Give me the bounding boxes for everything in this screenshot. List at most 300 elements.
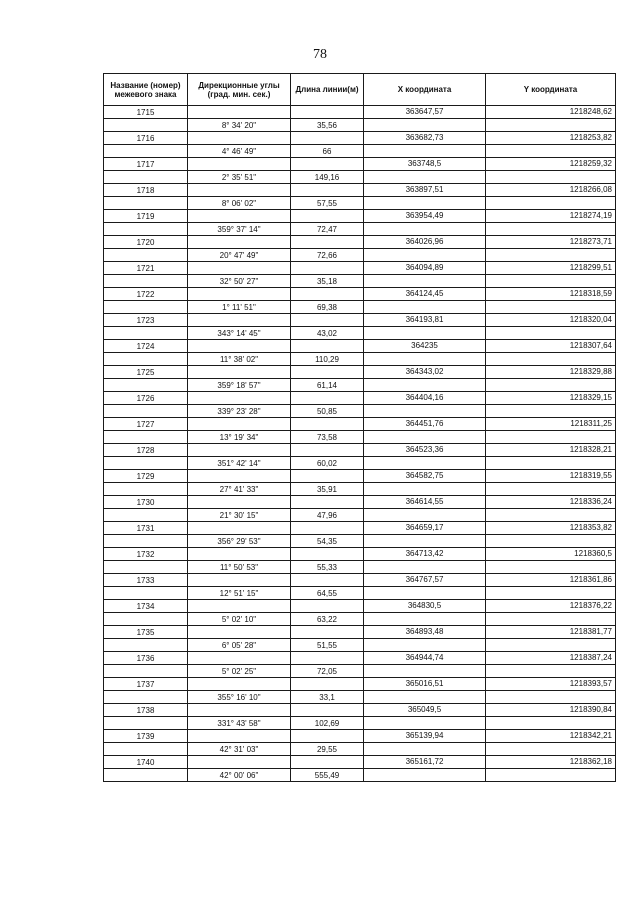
empty-y-cell bbox=[486, 535, 616, 548]
y-coordinate-cell: 1218353,82 bbox=[486, 522, 616, 535]
line-length-cell: 63,22 bbox=[291, 613, 364, 626]
empty-x-cell bbox=[364, 587, 486, 600]
x-coordinate-cell: 363647,57 bbox=[364, 106, 486, 119]
empty-y-cell bbox=[486, 171, 616, 184]
y-coordinate-cell: 1218299,51 bbox=[486, 262, 616, 275]
point-name-cell: 1717 bbox=[104, 158, 188, 171]
direction-angle-cell: 11° 50' 53" bbox=[188, 561, 291, 574]
table-row bbox=[104, 483, 616, 496]
empty-length-cell bbox=[291, 158, 364, 171]
direction-angle-cell: 42° 00' 06" bbox=[188, 769, 291, 782]
x-coordinate-cell: 363682,73 bbox=[364, 132, 486, 145]
empty-y-cell bbox=[486, 509, 616, 522]
direction-angle-cell: 343° 14' 45" bbox=[188, 327, 291, 340]
x-coordinate-cell: 365161,72 bbox=[364, 756, 486, 769]
y-coordinate-cell: 1218266,08 bbox=[486, 184, 616, 197]
x-coordinate-cell: 364523,36 bbox=[364, 444, 486, 457]
table-body bbox=[104, 106, 616, 782]
empty-name-cell bbox=[104, 457, 188, 470]
y-coordinate-cell: 1218274,19 bbox=[486, 210, 616, 223]
empty-y-cell bbox=[486, 301, 616, 314]
direction-angle-cell: 359° 37' 14" bbox=[188, 223, 291, 236]
empty-x-cell bbox=[364, 405, 486, 418]
empty-x-cell bbox=[364, 249, 486, 262]
empty-name-cell bbox=[104, 327, 188, 340]
x-coordinate-cell: 364614,55 bbox=[364, 496, 486, 509]
boundary-coordinates-table bbox=[103, 73, 616, 782]
table-row bbox=[104, 457, 616, 470]
empty-length-cell bbox=[291, 574, 364, 587]
empty-name-cell bbox=[104, 171, 188, 184]
line-length-cell: 29,55 bbox=[291, 743, 364, 756]
table-row bbox=[104, 587, 616, 600]
x-coordinate-cell: 364094,89 bbox=[364, 262, 486, 275]
empty-name-cell bbox=[104, 639, 188, 652]
direction-angle-cell: 5° 02' 10" bbox=[188, 613, 291, 626]
direction-angle-cell: 32° 50' 27" bbox=[188, 275, 291, 288]
x-coordinate-cell: 364659,17 bbox=[364, 522, 486, 535]
empty-angle-cell bbox=[188, 600, 291, 613]
empty-x-cell bbox=[364, 639, 486, 652]
empty-x-cell bbox=[364, 353, 486, 366]
table-row bbox=[104, 756, 616, 769]
table-row bbox=[104, 704, 616, 717]
empty-length-cell bbox=[291, 184, 364, 197]
header-x-coordinate: X координата bbox=[364, 74, 486, 106]
table-row bbox=[104, 691, 616, 704]
y-coordinate-cell: 1218328,21 bbox=[486, 444, 616, 457]
point-name-cell: 1730 bbox=[104, 496, 188, 509]
table-row bbox=[104, 249, 616, 262]
direction-angle-cell: 339° 23' 28" bbox=[188, 405, 291, 418]
direction-angle-cell: 8° 06' 02" bbox=[188, 197, 291, 210]
empty-x-cell bbox=[364, 483, 486, 496]
empty-x-cell bbox=[364, 145, 486, 158]
y-coordinate-cell: 1218387,24 bbox=[486, 652, 616, 665]
y-coordinate-cell: 1218319,55 bbox=[486, 470, 616, 483]
empty-name-cell bbox=[104, 301, 188, 314]
direction-angle-cell: 2° 35' 51" bbox=[188, 171, 291, 184]
empty-y-cell bbox=[486, 223, 616, 236]
y-coordinate-cell: 1218259,32 bbox=[486, 158, 616, 171]
empty-length-cell bbox=[291, 652, 364, 665]
line-length-cell: 50,85 bbox=[291, 405, 364, 418]
empty-angle-cell bbox=[188, 184, 291, 197]
table-row bbox=[104, 314, 616, 327]
empty-angle-cell bbox=[188, 314, 291, 327]
table-row bbox=[104, 743, 616, 756]
table-row bbox=[104, 626, 616, 639]
y-coordinate-cell: 1218248,62 bbox=[486, 106, 616, 119]
empty-angle-cell bbox=[188, 548, 291, 561]
empty-y-cell bbox=[486, 249, 616, 262]
empty-name-cell bbox=[104, 405, 188, 418]
empty-y-cell bbox=[486, 561, 616, 574]
header-line-length: Длина линии(м) bbox=[291, 74, 364, 106]
direction-angle-cell: 20° 47' 49" bbox=[188, 249, 291, 262]
table-row bbox=[104, 288, 616, 301]
line-length-cell: 72,05 bbox=[291, 665, 364, 678]
x-coordinate-cell: 363954,49 bbox=[364, 210, 486, 223]
x-coordinate-cell: 364767,57 bbox=[364, 574, 486, 587]
empty-length-cell bbox=[291, 522, 364, 535]
empty-y-cell bbox=[486, 379, 616, 392]
empty-angle-cell bbox=[188, 652, 291, 665]
table-row bbox=[104, 639, 616, 652]
empty-name-cell bbox=[104, 613, 188, 626]
empty-name-cell bbox=[104, 197, 188, 210]
table-row bbox=[104, 535, 616, 548]
empty-length-cell bbox=[291, 210, 364, 223]
direction-angle-cell: 355° 16' 10" bbox=[188, 691, 291, 704]
direction-angle-cell: 27° 41' 33" bbox=[188, 483, 291, 496]
line-length-cell: 47,96 bbox=[291, 509, 364, 522]
empty-angle-cell bbox=[188, 496, 291, 509]
empty-x-cell bbox=[364, 535, 486, 548]
empty-y-cell bbox=[486, 457, 616, 470]
line-length-cell: 61,14 bbox=[291, 379, 364, 392]
y-coordinate-cell: 1218336,24 bbox=[486, 496, 616, 509]
line-length-cell: 149,16 bbox=[291, 171, 364, 184]
table-row bbox=[104, 405, 616, 418]
table-row bbox=[104, 652, 616, 665]
point-name-cell: 1715 bbox=[104, 106, 188, 119]
table-row bbox=[104, 184, 616, 197]
point-name-cell: 1719 bbox=[104, 210, 188, 223]
line-length-cell: 54,35 bbox=[291, 535, 364, 548]
empty-length-cell bbox=[291, 366, 364, 379]
empty-x-cell bbox=[364, 717, 486, 730]
table-row bbox=[104, 496, 616, 509]
empty-name-cell bbox=[104, 145, 188, 158]
direction-angle-cell: 359° 18' 57" bbox=[188, 379, 291, 392]
empty-name-cell bbox=[104, 743, 188, 756]
empty-y-cell bbox=[486, 405, 616, 418]
empty-y-cell bbox=[486, 353, 616, 366]
x-coordinate-cell: 364713,42 bbox=[364, 548, 486, 561]
line-length-cell: 72,66 bbox=[291, 249, 364, 262]
x-coordinate-cell: 364893,48 bbox=[364, 626, 486, 639]
empty-name-cell bbox=[104, 119, 188, 132]
table-row bbox=[104, 327, 616, 340]
empty-angle-cell bbox=[188, 522, 291, 535]
x-coordinate-cell: 364235 bbox=[364, 340, 486, 353]
x-coordinate-cell: 364026,96 bbox=[364, 236, 486, 249]
empty-angle-cell bbox=[188, 158, 291, 171]
y-coordinate-cell: 1218329,15 bbox=[486, 392, 616, 405]
empty-y-cell bbox=[486, 483, 616, 496]
empty-y-cell bbox=[486, 665, 616, 678]
empty-x-cell bbox=[364, 665, 486, 678]
y-coordinate-cell: 1218361,86 bbox=[486, 574, 616, 587]
point-name-cell: 1716 bbox=[104, 132, 188, 145]
header-y-coordinate: Y координата bbox=[486, 74, 616, 106]
empty-angle-cell bbox=[188, 730, 291, 743]
x-coordinate-cell: 364343,02 bbox=[364, 366, 486, 379]
empty-x-cell bbox=[364, 691, 486, 704]
table-row bbox=[104, 366, 616, 379]
x-coordinate-cell: 365049,5 bbox=[364, 704, 486, 717]
empty-x-cell bbox=[364, 457, 486, 470]
point-name-cell: 1737 bbox=[104, 678, 188, 691]
table-row bbox=[104, 717, 616, 730]
empty-angle-cell bbox=[188, 132, 291, 145]
empty-length-cell bbox=[291, 756, 364, 769]
empty-y-cell bbox=[486, 327, 616, 340]
empty-angle-cell bbox=[188, 288, 291, 301]
x-coordinate-cell: 364830,5 bbox=[364, 600, 486, 613]
point-name-cell: 1723 bbox=[104, 314, 188, 327]
point-name-cell: 1738 bbox=[104, 704, 188, 717]
empty-x-cell bbox=[364, 327, 486, 340]
line-length-cell: 57,55 bbox=[291, 197, 364, 210]
empty-angle-cell bbox=[188, 366, 291, 379]
direction-angle-cell: 21° 30' 15" bbox=[188, 509, 291, 522]
table-row bbox=[104, 561, 616, 574]
empty-name-cell bbox=[104, 223, 188, 236]
y-coordinate-cell: 1218307,64 bbox=[486, 340, 616, 353]
point-name-cell: 1720 bbox=[104, 236, 188, 249]
y-coordinate-cell: 1218393,57 bbox=[486, 678, 616, 691]
empty-y-cell bbox=[486, 275, 616, 288]
line-length-cell: 35,91 bbox=[291, 483, 364, 496]
empty-length-cell bbox=[291, 236, 364, 249]
empty-x-cell bbox=[364, 119, 486, 132]
table-row bbox=[104, 340, 616, 353]
empty-name-cell bbox=[104, 249, 188, 262]
table-row bbox=[104, 574, 616, 587]
empty-x-cell bbox=[364, 301, 486, 314]
empty-x-cell bbox=[364, 223, 486, 236]
line-length-cell: 555,49 bbox=[291, 769, 364, 782]
point-name-cell: 1732 bbox=[104, 548, 188, 561]
line-length-cell: 35,18 bbox=[291, 275, 364, 288]
empty-angle-cell bbox=[188, 574, 291, 587]
empty-name-cell bbox=[104, 353, 188, 366]
empty-name-cell bbox=[104, 483, 188, 496]
line-length-cell: 110,29 bbox=[291, 353, 364, 366]
table-row bbox=[104, 444, 616, 457]
empty-x-cell bbox=[364, 561, 486, 574]
y-coordinate-cell: 1218342,21 bbox=[486, 730, 616, 743]
line-length-cell: 35,56 bbox=[291, 119, 364, 132]
direction-angle-cell: 331° 43' 58" bbox=[188, 717, 291, 730]
table-row bbox=[104, 197, 616, 210]
empty-x-cell bbox=[364, 197, 486, 210]
table-row bbox=[104, 301, 616, 314]
table-row bbox=[104, 223, 616, 236]
point-name-cell: 1736 bbox=[104, 652, 188, 665]
table-row bbox=[104, 353, 616, 366]
table-row bbox=[104, 132, 616, 145]
empty-length-cell bbox=[291, 132, 364, 145]
empty-x-cell bbox=[364, 431, 486, 444]
y-coordinate-cell: 1218311,25 bbox=[486, 418, 616, 431]
direction-angle-cell: 356° 29' 53" bbox=[188, 535, 291, 548]
empty-x-cell bbox=[364, 171, 486, 184]
empty-length-cell bbox=[291, 392, 364, 405]
line-length-cell: 69,38 bbox=[291, 301, 364, 314]
table-row bbox=[104, 379, 616, 392]
table-row bbox=[104, 678, 616, 691]
y-coordinate-cell: 1218318,59 bbox=[486, 288, 616, 301]
empty-angle-cell bbox=[188, 418, 291, 431]
empty-angle-cell bbox=[188, 756, 291, 769]
y-coordinate-cell: 1218320,04 bbox=[486, 314, 616, 327]
empty-length-cell bbox=[291, 444, 364, 457]
empty-x-cell bbox=[364, 275, 486, 288]
table-row bbox=[104, 106, 616, 119]
empty-length-cell bbox=[291, 262, 364, 275]
empty-x-cell bbox=[364, 379, 486, 392]
empty-length-cell bbox=[291, 418, 364, 431]
empty-name-cell bbox=[104, 535, 188, 548]
y-coordinate-cell: 1218253,82 bbox=[486, 132, 616, 145]
empty-length-cell bbox=[291, 704, 364, 717]
point-name-cell: 1735 bbox=[104, 626, 188, 639]
line-length-cell: 66 bbox=[291, 145, 364, 158]
empty-x-cell bbox=[364, 769, 486, 782]
x-coordinate-cell: 365016,51 bbox=[364, 678, 486, 691]
empty-length-cell bbox=[291, 626, 364, 639]
table-row bbox=[104, 613, 616, 626]
header-point-name: Название (номер) межевого знака bbox=[104, 74, 188, 106]
table-row bbox=[104, 431, 616, 444]
empty-y-cell bbox=[486, 743, 616, 756]
x-coordinate-cell: 364124,45 bbox=[364, 288, 486, 301]
table-header-row bbox=[104, 74, 616, 106]
direction-angle-cell: 13° 19' 34" bbox=[188, 431, 291, 444]
line-length-cell: 60,02 bbox=[291, 457, 364, 470]
y-coordinate-cell: 1218362,18 bbox=[486, 756, 616, 769]
line-length-cell: 33,1 bbox=[291, 691, 364, 704]
table-row bbox=[104, 145, 616, 158]
point-name-cell: 1722 bbox=[104, 288, 188, 301]
y-coordinate-cell: 1218381,77 bbox=[486, 626, 616, 639]
empty-angle-cell bbox=[188, 678, 291, 691]
table-row bbox=[104, 418, 616, 431]
empty-length-cell bbox=[291, 106, 364, 119]
point-name-cell: 1729 bbox=[104, 470, 188, 483]
empty-name-cell bbox=[104, 587, 188, 600]
point-name-cell: 1726 bbox=[104, 392, 188, 405]
empty-length-cell bbox=[291, 470, 364, 483]
table-row bbox=[104, 730, 616, 743]
empty-y-cell bbox=[486, 691, 616, 704]
x-coordinate-cell: 363897,51 bbox=[364, 184, 486, 197]
direction-angle-cell: 42° 31' 03" bbox=[188, 743, 291, 756]
table-row bbox=[104, 119, 616, 132]
empty-angle-cell bbox=[188, 262, 291, 275]
empty-x-cell bbox=[364, 613, 486, 626]
y-coordinate-cell: 1218329,88 bbox=[486, 366, 616, 379]
table-row bbox=[104, 171, 616, 184]
empty-y-cell bbox=[486, 431, 616, 444]
point-name-cell: 1731 bbox=[104, 522, 188, 535]
table-row bbox=[104, 275, 616, 288]
table-row bbox=[104, 392, 616, 405]
line-length-cell: 73,58 bbox=[291, 431, 364, 444]
empty-x-cell bbox=[364, 743, 486, 756]
point-name-cell: 1721 bbox=[104, 262, 188, 275]
empty-name-cell bbox=[104, 379, 188, 392]
empty-angle-cell bbox=[188, 392, 291, 405]
empty-length-cell bbox=[291, 314, 364, 327]
line-length-cell: 102,69 bbox=[291, 717, 364, 730]
y-coordinate-cell: 1218376,22 bbox=[486, 600, 616, 613]
empty-y-cell bbox=[486, 119, 616, 132]
point-name-cell: 1727 bbox=[104, 418, 188, 431]
empty-angle-cell bbox=[188, 470, 291, 483]
direction-angle-cell: 6° 05' 28" bbox=[188, 639, 291, 652]
point-name-cell: 1739 bbox=[104, 730, 188, 743]
header-direction-angle: Дирекционные углы (град. мин. сек.) bbox=[188, 74, 291, 106]
direction-angle-cell: 11° 38' 02" bbox=[188, 353, 291, 366]
y-coordinate-cell: 1218273,71 bbox=[486, 236, 616, 249]
empty-length-cell bbox=[291, 678, 364, 691]
empty-length-cell bbox=[291, 340, 364, 353]
empty-angle-cell bbox=[188, 626, 291, 639]
point-name-cell: 1725 bbox=[104, 366, 188, 379]
empty-length-cell bbox=[291, 730, 364, 743]
empty-angle-cell bbox=[188, 704, 291, 717]
empty-name-cell bbox=[104, 561, 188, 574]
empty-y-cell bbox=[486, 639, 616, 652]
empty-length-cell bbox=[291, 288, 364, 301]
table-row bbox=[104, 665, 616, 678]
line-length-cell: 43,02 bbox=[291, 327, 364, 340]
point-name-cell: 1728 bbox=[104, 444, 188, 457]
empty-y-cell bbox=[486, 717, 616, 730]
line-length-cell: 72,47 bbox=[291, 223, 364, 236]
direction-angle-cell: 12° 51' 15" bbox=[188, 587, 291, 600]
x-coordinate-cell: 364404,16 bbox=[364, 392, 486, 405]
x-coordinate-cell: 364944,74 bbox=[364, 652, 486, 665]
y-coordinate-cell: 1218360,5 bbox=[486, 548, 616, 561]
point-name-cell: 1733 bbox=[104, 574, 188, 587]
direction-angle-cell: 351° 42' 14" bbox=[188, 457, 291, 470]
empty-angle-cell bbox=[188, 236, 291, 249]
empty-name-cell bbox=[104, 691, 188, 704]
empty-y-cell bbox=[486, 613, 616, 626]
direction-angle-cell: 1° 11' 51" bbox=[188, 301, 291, 314]
empty-name-cell bbox=[104, 665, 188, 678]
table-row bbox=[104, 210, 616, 223]
table-row bbox=[104, 548, 616, 561]
x-coordinate-cell: 364582,75 bbox=[364, 470, 486, 483]
line-length-cell: 51,55 bbox=[291, 639, 364, 652]
direction-angle-cell: 8° 34' 20" bbox=[188, 119, 291, 132]
empty-y-cell bbox=[486, 197, 616, 210]
point-name-cell: 1718 bbox=[104, 184, 188, 197]
empty-y-cell bbox=[486, 587, 616, 600]
empty-angle-cell bbox=[188, 210, 291, 223]
page-number: 78 bbox=[313, 47, 327, 62]
empty-angle-cell bbox=[188, 106, 291, 119]
direction-angle-cell: 5° 02' 25" bbox=[188, 665, 291, 678]
empty-length-cell bbox=[291, 600, 364, 613]
empty-length-cell bbox=[291, 496, 364, 509]
line-length-cell: 55,33 bbox=[291, 561, 364, 574]
empty-name-cell bbox=[104, 431, 188, 444]
point-name-cell: 1740 bbox=[104, 756, 188, 769]
empty-name-cell bbox=[104, 275, 188, 288]
table-row bbox=[104, 262, 616, 275]
table-row bbox=[104, 769, 616, 782]
table-row bbox=[104, 236, 616, 249]
y-coordinate-cell: 1218390,84 bbox=[486, 704, 616, 717]
table-row bbox=[104, 509, 616, 522]
